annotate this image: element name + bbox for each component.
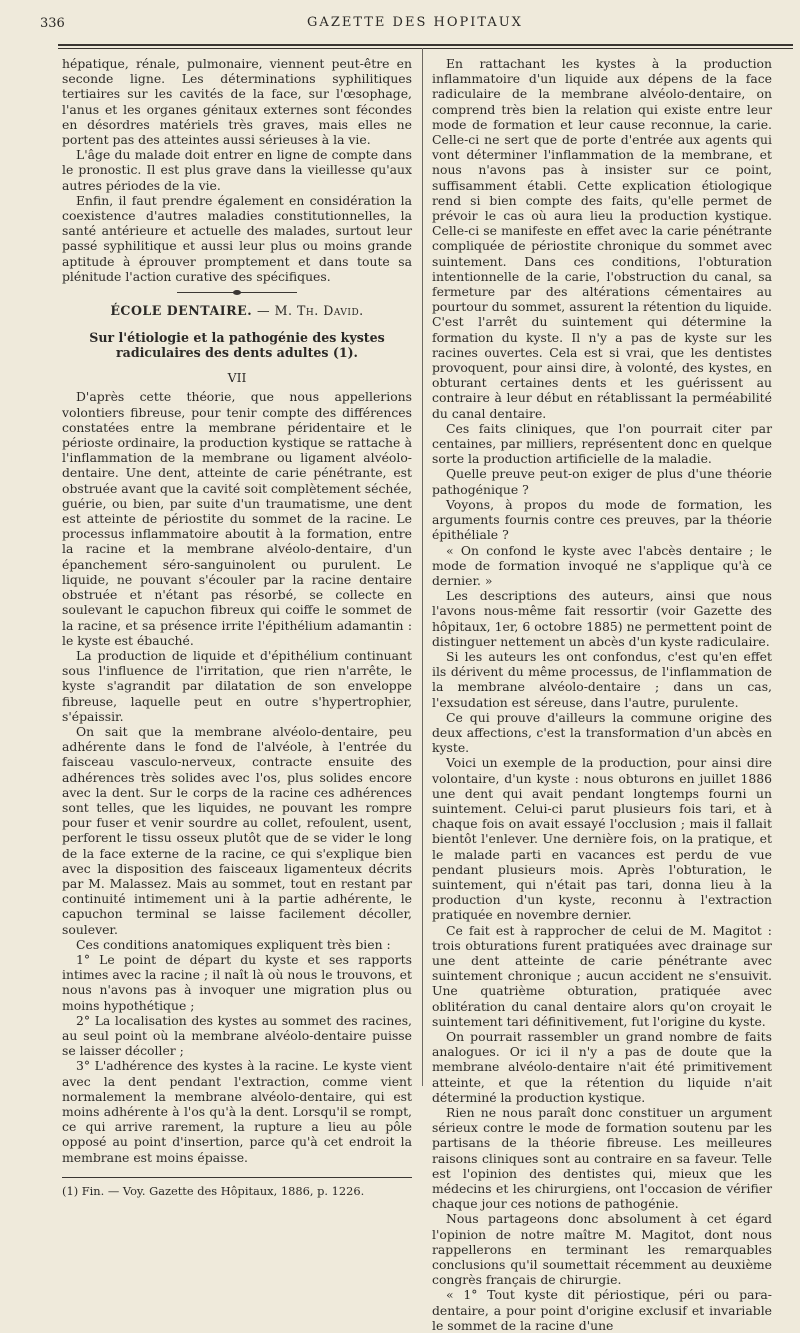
paragraph: Voici un exemple de la production, pour ainsi dire volontaire, d'un kyste : nous obturons en juillet 1886 une dent qui avait pendant longtemps fourni un suintement. Celui-ci parut plusieurs fois tari, et à chaque fois on avait essayé l'occlusion ; mais il fallait bientôt l'enlever. Une dernière fois, on la pratique, et le malade parti en vacances est perdu de vue pendant plusieurs mois. Après l'obturation, le suintement, qui n'était pas tari, donna lieu à la production d'un kyste, reconnu à l'extraction pratiquée en novembre dernier. (432, 755, 772, 923)
paragraph: « On confond le kyste avec l'abcès dentaire ; le mode de formation invoqué ne s'applique qu'à ce dernier. » (432, 542, 772, 588)
paragraph: La production de liquide et d'épithélium continuant sous l'influence de l'irritation, que rien n'arrête, le kyste s'agrandit par dilatation de son enveloppe fibreuse, laquelle peut en outre s'hypertrophier, s'épaissir. (62, 647, 412, 724)
paragraph: Nous partageons donc absolument à cet égard l'opinion de notre maître M. Magitot, dont nous rappellerons en terminant les remarquables conclusions qu'il soumettait récemment au deuxième congrès français de chirurgie. (432, 1211, 772, 1288)
left-column (62, 56, 412, 1199)
paragraph: 1° Le point de départ du kyste et ses rapports intimes avec la racine ; il naît là où nous le trouvons, et nous n'avons pas à invoquer une migration plus ou moins hypothétique ; (62, 951, 412, 1013)
paragraph: 3° L'adhérence des kystes à la racine. Le kyste vient avec la dent pendant l'extraction, comme vient normalement la membrane alvéolo-dentaire, qui est moins adhérente à l'os qu'à la dent. Lorsqu'il se rompt, ce qui arrive rarement, la rupture a lieu au pôle opposé au point d'insertion, parce qu'à cet endroit la membrane est moins épaisse. (62, 1058, 412, 1165)
paragraph: hépatique, rénale, pulmonaire, viennent peut-être en seconde ligne. Les déterminations syphilitiques tertiaires sur les cavités de la face, sur l'œsophage, l'anus et les organes génitaux externes sont fécondes en désordres matériels très graves, mais elles ne portent pas des atteintes aussi sérieuses à la vie. (62, 56, 412, 148)
section-author: — M. Th. David. (256, 303, 364, 319)
paragraph: En rattachant les kystes à la production inflammatoire d'un liquide aux dépens de la face radiculaire de la membrane alvéolo-dentaire, on comprend très bien la relation qui existe entre leur mode de formation et leur cause reconnue, la carie. Celle-ci ne sert que de porte d'entrée aux agents qui vont déterminer l'inflammation de la membrane, et nous n'avons pas à insister sur ce point, suffisamment établi. Cette explication étiologique rend si bien compte des faits, qu'elle permet de prévoir le cas où aura lieu la production kystique. Celle-ci se manifeste en effet avec la carie pénétrante compliquée de périostite chronique du sommet avec suintement. Dans ces conditions, l'obturation intentionnelle de la carie, l'obstruction du canal, sa fermeture par des altérations cémentaires au pourtour du sommet, assurent la rétention du liquide. C'est l'arrêt du suintement qui détermine la formation du kyste. Il n'y a pas de kyste sur les racines ouvertes. Cela est si vrai, que les dentistes provoquent, pour ainsi dire, à volonté, des kystes, en obturant certaines dents et les guérissent au contraire à leur début en rétablissant la perméabilité du canal dentaire. (432, 56, 772, 421)
paragraph: Quelle preuve peut-on exiger de plus d'une théorie pathogénique ? (432, 466, 772, 497)
paragraph: Ce fait est à rapprocher de celui de M. Magitot : trois obturations furent pratiquées avec drainage sur une dent atteinte de carie pénétrante avec suintement chronique ; aucun accident ne s'ensuivit. Une quatrième obturation, pratiquée avec oblitération du canal dentaire alors qu'on croyait le suintement tari définitivement, fut l'origine du kyste. (432, 922, 772, 1029)
footnote-rule (62, 1177, 412, 1178)
footnote: (1) Fin. — Voy. Gazette des Hôpitaux, 1886, p. 1226. (62, 1183, 365, 1198)
paragraph: On pourrait rassembler un grand nombre de faits analogues. Or ici il n'y a pas de doute que la membrane alvéolo-dentaire n'ait été primitivement atteinte, et que la rétention du liquide n'ait déterminé la production kystique. (432, 1029, 772, 1105)
paragraph: Si les auteurs les ont confondus, c'est qu'en effet ils dérivent du même processus, de l'inflammation de la membrane alvéolo-dentaire ; dans un cas, l'exsudation est séreuse, dans l'autre, purulente. (432, 648, 772, 710)
paragraph: Ce qui prouve d'ailleurs la commune origine des deux affections, c'est la transformation d'un abcès en kyste. (432, 709, 772, 756)
section-title: ÉCOLE DENTAIRE. (110, 303, 253, 319)
column-divider (422, 48, 423, 1086)
paragraph: Les descriptions des auteurs, ainsi que nous l'avons nous-même fait ressortir (voir Gazette des hôpitaux, 1er, 6 octobre 1885) ne permettent point de distinguer nettement un abcès d'un kyste radiculaire. (432, 588, 772, 649)
paragraph: Rien ne nous paraît donc constituer un argument sérieux contre le mode de formation soutenu par les partisans de la théorie fibreuse. Les meilleures raisons cliniques sont au contraire en sa faveur. Telle est l'opinion des dentistes qui, mieux que les médecins et les chirurgiens, ont l'occasion de vérifier chaque jour ces notions de pathogénie. (432, 1105, 772, 1212)
paragraph: Voyons, à propos du mode de formation, les arguments fournis contre ces preuves, par la théorie épithéliale ? (432, 496, 772, 543)
section-heading (62, 303, 412, 318)
header-rule-thin (58, 48, 793, 49)
paragraph: D'après cette théorie, que nous appellerions volontiers fibreuse, pour tenir compte des différences constatées entre la membrane péridentaire et le périoste ordinaire, la production kystique se rattache à l'inflammation de la membrane ou ligament alvéolo-dentaire. Une dent, atteinte de carie pénétrante, est obstruée avant que la cavité soit complètement séchée, guérie, ou bien, par suite d'un traumatisme, une dent est atteinte de périostite du sommet de la racine. Le processus inflammatoire aboutit à la formation, entre la racine et la membrane alvéolo-dentaire, d'un épanchement séro-sanguinolent ou purulent. Le liquide, ne pouvant s'écouler par la racine dentaire obstruée et n'étant pas résorbé, se collecte en soulevant le capuchon fibreux qui coiffe le sommet de la racine, et sa présence irrite l'épithélium adamantin : le kyste est ébauché. (62, 389, 412, 648)
article-title: Sur l'étiologie et la pathogénie des kystes radiculaires des dents adultes (1). (89, 330, 385, 361)
journal-title: GAZETTE DES HOPITAUX (307, 15, 523, 30)
page-header (40, 12, 790, 38)
paragraph: Ces conditions anatomiques expliquent très bien : (76, 936, 391, 952)
page-number: 336 (40, 16, 65, 31)
section-separator (177, 292, 297, 293)
header-rule (58, 44, 793, 46)
paragraph: Enfin, il faut prendre également en considération la coexistence d'autres maladies constitutionnelles, la santé antérieure et actuelle des malades, surtout leur passé syphilitique et aussi leur plus ou moins grande aptitude à éprouver promptement et dans toute sa plénitude l'action curative des spécifiques. (62, 192, 412, 284)
right-column (432, 56, 772, 1333)
paragraph: Ces faits cliniques, que l'on pourrait citer par centaines, par milliers, représentent donc en quelque sorte la production artificielle de la maladie. (432, 420, 772, 467)
paragraph: « 1° Tout kyste dit périostique, péri ou para-dentaire, a pour point d'origine exclusif et invariable le sommet de la racine d'une (432, 1287, 772, 1333)
paragraph: 2° La localisation des kystes au sommet des racines, au seul point où la membrane alvéolo-dentaire puisse se laisser décoller ; (62, 1012, 412, 1059)
paragraph: L'âge du malade doit entrer en ligne de compte dans le pronostic. Il est plus grave dans la vieillesse qu'aux autres périodes de la vie. (62, 147, 412, 193)
paragraph: On sait que la membrane alvéolo-dentaire, peu adhérente dans le fond de l'alvéole, à l'entrée du faisceau vasculo-nerveux, contracte ensuite des adhérences très solides avec l'os, plus solides encore avec la dent. Sur le corps de la racine ces adhérences sont telles, que les liquides, ne pouvant les rompre pour fuser et venir sourdre au collet, refoulent, usent, perforent le tissu osseux plutôt que de se vider le long de la face externe de la racine, ce qui s'explique bien avec la disposition des faisceaux ligamenteux décrits par M. Malassez. Mais au sommet, tout en restant par continuité intimement uni à la partie adhérente, le capuchon terminal se laisse facilement décoller, soulever. (62, 723, 412, 937)
chapter-number: VII (227, 370, 247, 386)
